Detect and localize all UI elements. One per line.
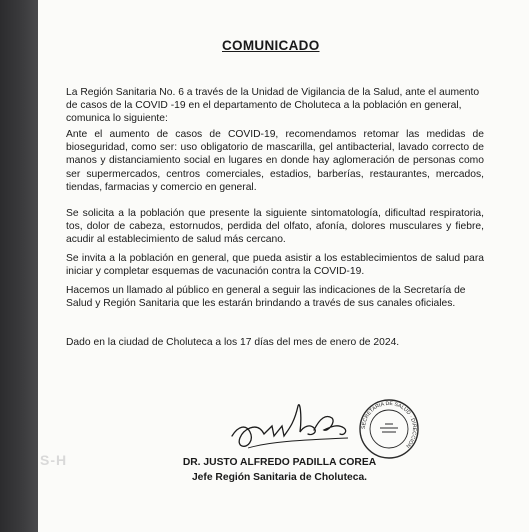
paragraph-intro: La Región Sanitaria No. 6 a través de la Unidad de Vigilancia de la Salud, ante el aumento de casos de la COVID -19 en el departamento de Choluteca a la población en general, comunica lo siguiente: bbox=[66, 87, 480, 125]
paragraph-vaccination: Se invita a la población en general, que pueda asistir a los establecimientos de salud para iniciar y completar esquemas de vacunación contra la COVID-19. bbox=[66, 253, 484, 278]
official-seal bbox=[358, 398, 420, 460]
paragraph-official-channels: Hacemos un llamado al público en general a seguir las indicaciones de la Secretaría de Salud y Región Sanitaria que les estarán brindando a través de sus canales oficiales. bbox=[66, 285, 466, 310]
binder-edge bbox=[0, 0, 38, 532]
signatory-title: Jefe Región Sanitaria de Choluteca. bbox=[191, 472, 368, 483]
seal-text: SECRETARIA DE SALUD · DIRECCION bbox=[360, 400, 418, 449]
signatory-name: DR. JUSTO ALFREDO PADILLA COREA bbox=[182, 457, 377, 468]
binder-mark: S-H bbox=[40, 452, 68, 468]
paragraph-symptoms: Se solicita a la población que presente la siguiente sintomatología, dificultad respiratoria, tos, dolor de cabeza, estornudos, perdida del olfato, afonía, dolores musculares y fiebre, acudir al establecimiento de salud más cercano. bbox=[66, 208, 484, 246]
document-title: COMUNICADO bbox=[222, 38, 320, 53]
handwritten-signature bbox=[228, 396, 368, 456]
paragraph-biosecurity: Ante el aumento de casos de COVID-19, recomendamos retomar las medidas de bioseguridad, como ser: uso obligatorio de mascarilla, gel antibacterial, lavado correcto de manos y distanciamiento social en lugares en donde hay aglomeración de personas como ser supermercados, centros comerciales, estadios, barberías, restaurantes, mercados, tiendas, farmacias y comercio en general. bbox=[66, 129, 484, 193]
date-line: Dado en la ciudad de Choluteca a los 17 días del mes de enero de 2024. bbox=[66, 337, 400, 348]
